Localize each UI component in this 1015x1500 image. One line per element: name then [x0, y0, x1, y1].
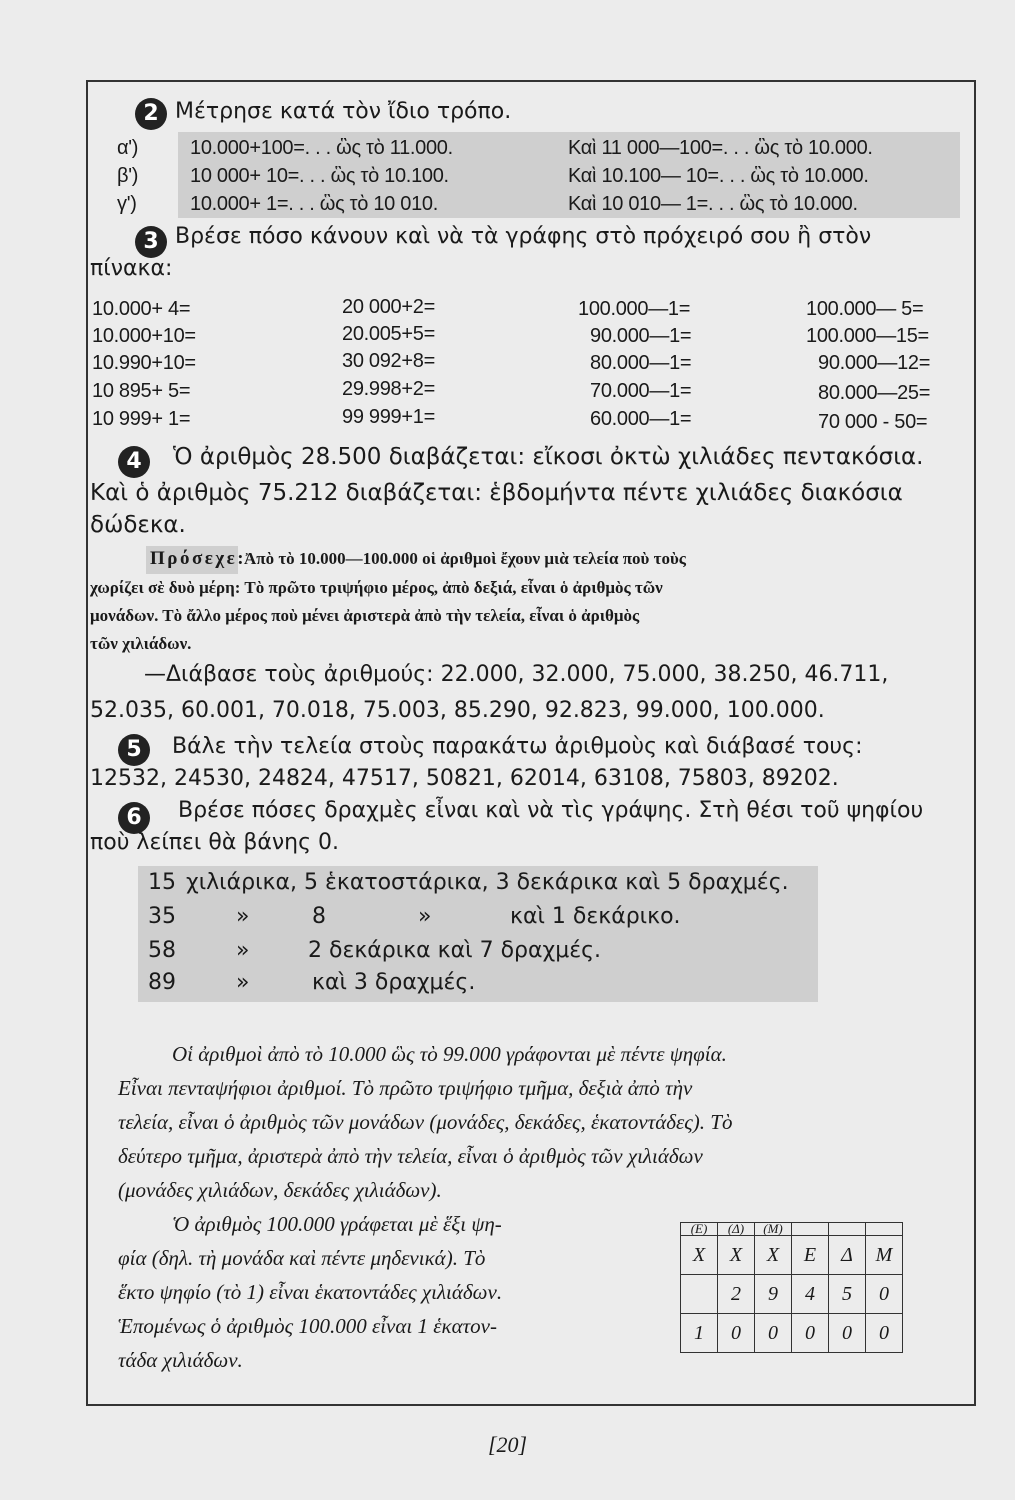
ex3-instruction-line2: πίνακα: — [90, 256, 173, 281]
table-cell: 4 — [792, 1275, 829, 1314]
table-row — [681, 1275, 903, 1314]
ex3-problem: 60.000—1= — [590, 408, 692, 430]
ex4-line2: Καὶ ὁ ἀριθμὸς 75.212 διαβάζεται: ἑβδομήντα πέντε χιλιάδες διακόσια — [90, 480, 903, 506]
ex3-problem: 10.000+10= — [92, 325, 196, 347]
table-cell — [792, 1223, 829, 1236]
ex2-row-left: 10.000+ 1=. . . ὣς τὸ 10 010. — [190, 193, 438, 215]
table-cell: Ε — [792, 1236, 829, 1275]
ex6-ditto: » — [236, 904, 250, 929]
table-cell: Μ — [866, 1236, 903, 1275]
table-cell: Χ — [755, 1236, 792, 1275]
table-cell — [866, 1223, 903, 1236]
table-cell: 9 — [755, 1275, 792, 1314]
exercise-number-6: 6 — [118, 802, 150, 834]
ex6-line2: ποὺ λείπει θὰ βάνης 0. — [90, 830, 339, 855]
note-line1: Ἀπὸ τὸ 10.000—100.000 οἱ ἀριθμοὶ ἔχουν μιὰ τελεία ποὺ τοὺς — [244, 549, 686, 568]
ex3-problem: 70.000—1= — [590, 380, 692, 402]
ex3-problem: 10 999+ 1= — [92, 408, 191, 430]
ex3-problem: 99 999+1= — [342, 406, 435, 428]
note-read-line2: 52.035, 60.001, 70.018, 75.003, 85.290, 92.823, 99.000, 100.000. — [90, 698, 825, 723]
place-value-table — [680, 1222, 903, 1353]
ex2-row-label: α') — [117, 137, 139, 159]
ex6-text: χιλιάρικα, 5 ἑκατοστάρικα, 3 δεκάρικα καὶ 5 δραχμές. — [186, 870, 789, 895]
ex6-count: 58 — [148, 938, 176, 963]
table-header-row — [681, 1236, 903, 1275]
ex3-problem: 10.000+ 4= — [92, 298, 191, 320]
exercise-number-5: 5 — [118, 734, 150, 766]
note-line3: μονάδων. Τὸ ἄλλο μέρος ποὺ μένει ἀριστερὰ ἀπὸ τὴν τελεία, εἶναι ὁ ἀριθμὸς — [90, 606, 640, 625]
table-cell: 1 — [681, 1314, 718, 1353]
ex3-problem: 100.000—15= — [806, 325, 929, 347]
ex3-problem: 30 092+8= — [342, 350, 435, 372]
table-cell: (Ε) — [681, 1223, 718, 1236]
note-line4: τῶν χιλιάδων. — [90, 634, 192, 653]
ex2-title: Μέτρησε κατά τὸν ἴδιο τρόπο. — [175, 99, 512, 124]
table-cell: 0 — [718, 1314, 755, 1353]
summary-p2-line4: Ἑπομένως ὁ ἀριθμὸς 100.000 εἶναι 1 ἑκατον- — [118, 1314, 497, 1338]
ex4-line3: δώδεκα. — [90, 512, 186, 538]
ex6-text: 2 δεκάρικα καὶ 7 δραχμές. — [308, 938, 602, 963]
ex3-problem: 10.990+10= — [92, 352, 196, 374]
exercise-number-2: 2 — [135, 98, 167, 130]
summary-line2: Εἶναι πενταψήφιοι ἀριθμοί. Τὸ πρῶτο τριψήφιο τμῆμα, δεξιὰ ἀπὸ τὴν — [118, 1076, 693, 1100]
ex2-row-left: 10.000+100=. . . ὣς τὸ 11.000. — [190, 137, 453, 159]
ex6-ditto: » — [236, 970, 250, 995]
ex3-problem: 90.000—12= — [818, 352, 931, 374]
table-cell: Δ — [829, 1236, 866, 1275]
ex3-problem: 100.000— 5= — [806, 298, 924, 320]
table-row — [681, 1314, 903, 1353]
ex3-problem: 20.005+5= — [342, 323, 435, 345]
table-cell — [829, 1223, 866, 1236]
ex3-problem: 70 000 - 50= — [818, 411, 928, 433]
note-label: Πρόσεχε: — [150, 548, 247, 569]
ex2-row-right: Καὶ 10 010— 1=. . . ὣς τὸ 10.000. — [568, 193, 858, 215]
table-cell: (Δ) — [718, 1223, 755, 1236]
table-cell: Χ — [718, 1236, 755, 1275]
summary-p2-line3: ἕκτο ψηφίο (τὸ 1) εἶναι ἑκατοντάδες χιλιάδων. — [118, 1280, 503, 1304]
table-cell — [681, 1275, 718, 1314]
ex6-count: 35 — [148, 904, 176, 929]
summary-line3: τελεία, εἶναι ὁ ἀριθμὸς τῶν μονάδων (μονάδες, δεκάδες, ἑκατοντάδες). Τὸ — [118, 1110, 733, 1134]
table-cell: 2 — [718, 1275, 755, 1314]
ex6-text: καὶ 1 δεκάρικο. — [510, 904, 681, 929]
ex2-row-left: 10 000+ 10=. . . ὣς τὸ 10.100. — [190, 165, 449, 187]
table-cell: 0 — [866, 1314, 903, 1353]
ex4-line1: Ὁ ἀριθμὸς 28.500 διαβάζεται: εἴκοσι ὀκτὼ χιλιάδες πεντακόσια. — [173, 444, 924, 470]
note-line2: χωρίζει σὲ δυὸ μέρη: Τὸ πρῶτο τριψήφιο μέρος, ἀπὸ δεξιά, εἶναι ὁ ἀριθμὸς τῶν — [90, 578, 663, 597]
ex2-row-label: γ') — [117, 193, 137, 215]
ex3-problem: 10 895+ 5= — [92, 380, 191, 402]
ex6-ditto: » — [418, 904, 432, 929]
ex5-line1: Βάλε τὴν τελεία στοὺς παρακάτω ἀριθμοὺς καὶ διάβασέ τους: — [172, 734, 863, 759]
summary-line1: Οἱ ἀριθμοὶ ἀπὸ τὸ 10.000 ὣς τὸ 99.000 γράφονται μὲ πέντε ψηφία. — [172, 1042, 727, 1066]
summary-p2-line1: Ὁ ἀριθμὸς 100.000 γράφεται μὲ ἕξι ψη- — [172, 1212, 502, 1236]
note-read-line1: —Διάβασε τοὺς ἀριθμούς: 22.000, 32.000, 75.000, 38.250, 46.711, — [144, 662, 889, 687]
summary-p2-line2: φία (δηλ. τὴ μονάδα καὶ πέντε μηδενικά). Τὸ — [118, 1246, 486, 1270]
table-cell: (Μ) — [755, 1223, 792, 1236]
ex6-text: καὶ 3 δραχμές. — [312, 970, 476, 995]
ex2-row-label: β') — [117, 165, 139, 187]
ex6-count: 89 — [148, 970, 176, 995]
ex3-problem: 80.000—1= — [590, 352, 692, 374]
table-cell: 0 — [755, 1314, 792, 1353]
ex6-line1: Βρέσε πόσες δραχμὲς εἶναι καὶ νὰ τὶς γράψης. Στὴ θέσι τοῦ ψηφίου — [178, 798, 924, 823]
ex3-problem: 80.000—25= — [818, 382, 931, 404]
exercise-number-4: 4 — [118, 446, 150, 478]
table-cell: 0 — [866, 1275, 903, 1314]
ex6-text: 8 — [312, 904, 326, 929]
ex3-problem: 29.998+2= — [342, 378, 435, 400]
table-cell: 0 — [792, 1314, 829, 1353]
summary-line5: (μονάδες χιλιάδων, δεκάδες χιλιάδων). — [118, 1178, 442, 1202]
ex6-ditto: » — [236, 938, 250, 963]
ex3-problem: 20 000+2= — [342, 296, 435, 318]
page-number: [20] — [488, 1432, 528, 1457]
ex2-row-right: Καὶ 10.100— 10=. . . ὣς τὸ 10.000. — [568, 165, 869, 187]
table-group-row — [681, 1223, 903, 1236]
ex3-problem: 90.000—1= — [590, 325, 692, 347]
table-cell: 0 — [829, 1314, 866, 1353]
ex2-row-right: Καὶ 11 000—100=. . . ὣς τὸ 10.000. — [568, 137, 873, 159]
ex5-line2: 12532, 24530, 24824, 47517, 50821, 62014, 63108, 75803, 89202. — [90, 766, 839, 791]
ex6-count: 15 — [148, 870, 176, 895]
table-cell: 5 — [829, 1275, 866, 1314]
ex3-problem: 100.000—1= — [578, 298, 691, 320]
ex3-instruction-line1: Βρέσε πόσο κάνουν καὶ νὰ τὰ γράφης στὸ πρόχειρό σου ἢ στὸν — [175, 224, 872, 249]
summary-p2-line5: τάδα χιλιάδων. — [118, 1348, 243, 1372]
table-cell: Χ — [681, 1236, 718, 1275]
summary-line4: δεύτερο τμῆμα, ἀριστερὰ ἀπὸ τὴν τελεία, εἶναι ὁ ἀριθμὸς τῶν χιλιάδων — [118, 1144, 703, 1168]
exercise-number-3: 3 — [135, 226, 167, 258]
